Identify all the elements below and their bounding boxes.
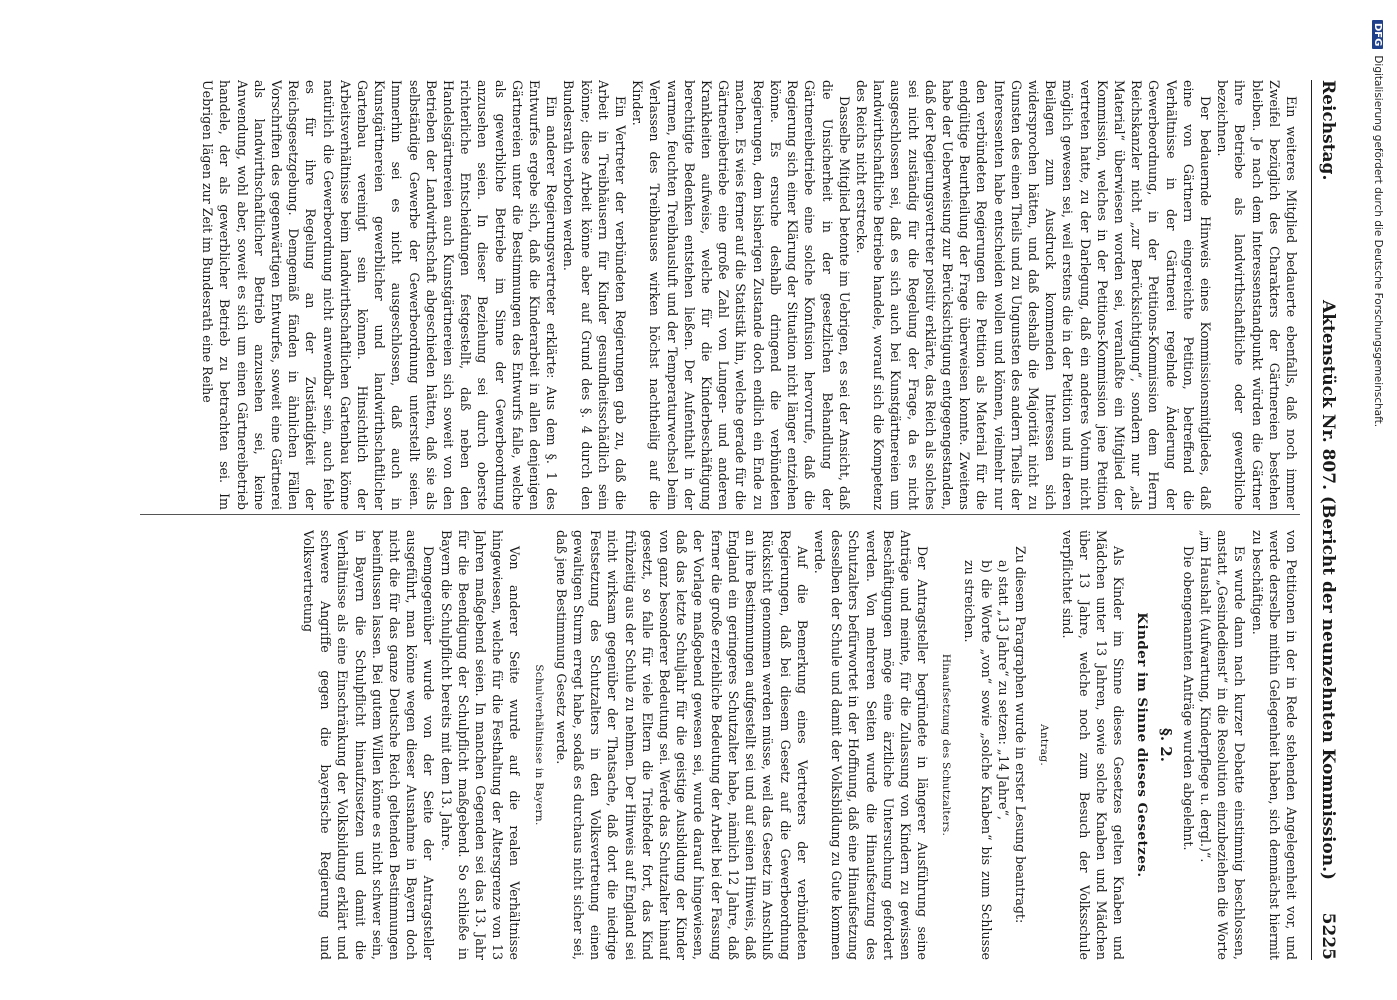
antrag-label: Antrag. xyxy=(1038,723,1051,766)
left-paragraph: Ein weiteres Mitglied bedauerte ebenfalls, daß noch immer Zweifel bezüglich des Charakters der Gärtnereien bestehen bleiben. Je nach dem Interessenstandpunkt würden die Gärtner ihre Betriebe als landwirthschaftliche oder gewerbliche bezeichnen. xyxy=(1215,80,1299,510)
page-header xyxy=(1310,40,1340,960)
left-paragraph: Ein anderer Regierungsvertreter erklärte: Aus dem §. 1 des Entwurfes ergebe sich, daß die Kinderarbeit in allen denjenigen Gärtnereien unter die Bestimmungen des Entwurfs falle, welche als gewerbliche Betriebe im Sinne der Gewerbeordnung anzusehen seien. In dieser Beziehung sei durch oberste richterliche Entscheidungen festgestellt, daß neben den Handelsgärtnereien auch Kunstgärtnereien sich soweit von den Betrieben der Landwirthschaft abgeschieden hätten, daß sie als selbständige Gewerbe der Gewerbeordnung unterstellt seien. Immerhin sei es nicht ausgeschlossen, daß auch in Kunstgärtnereien gewerblicher und landwirthschaftlicher Gartenbau vereinigt sein können. Hinsichtlich der Arbeitsverhältnisse beim landwirthschaftlichen Gartenbau könne natürlich die Gewerbeordnung nicht anwendbar sein, auch fehle es für ihre Regelung an der Zuständigkeit der Reichsgesetzgebung. Demgemäß fänden in ähnlichen Fällen Vorschriften des gegenwärtigen Entwurfes, soweit eine Gärtnerei als landwirthschaftlicher Betrieb anzusehen sei, keine Anwendung, wohl aber, soweit es sich um einen Gärtnereibetrieb handele, der als gewerblicher Betrieb zu betrachten sei. Im Uebrigen lägen zur Zeit im Bundesrath eine Reihe xyxy=(200,80,560,510)
subhead-bayern: Schulverhältnisse in Bayern. xyxy=(532,664,545,826)
antrag-item-a: a) statt „13 Jahre“ zu setzen: „14 Jahre“, xyxy=(995,560,1011,821)
right-paragraph: Der Antragsteller begründete in längerer Ausführung seine Anträge und meinte, für die Zulassung von Kindern zu gewissen Beschäftigungen möge eine ärztliche Untersuchung gefordert werden. Von mehreren Seiten wurde die Hinaufsetzung des Schutzalters befürwortet in der Hoffnung, daß eine Hinaufsetzung desselben der Schule und damit der Volksbildung zu Gute kommen werde. xyxy=(811,530,931,960)
column-divider xyxy=(140,514,1300,515)
header-title: Aktenstück Nr. 807. (Bericht der neunzehnten Kommission.) xyxy=(1318,300,1338,881)
credit-text: Digitalisierung gefördert durch die Deutsche Forschungsgemeinschaft. xyxy=(1372,55,1384,428)
right-column xyxy=(140,530,1300,960)
right-paragraph: Auf die Bemerkung eines Vertreters der verbündeten Regierungen, daß bei diesem Gesetz auf die Gewerbeordnung Rücksicht genommen werden müsse, weil das Gesetz im Anschluß an ihre Bestimmungen aufgestellt sei und auf seinen Hinweis, daß England ein geringeres Schutzalter habe, nämlich 12 Jahre, daß ferner die große erziehliche Bedeutung der Arbeit bei der Fassung der Vorlage maßgebend gewesen sei, wurde darauf hingewiesen, daß das letzte Schuljahr für die geistige Ausbildung der Kinder von ganz besonderer Bedeutung sei. Werde das Schutzalter hinauf gesetzt, so falle für viele Eltern die Triebfeder fort, das Kind frühzeitig aus der Schule zu nehmen. Der Hinweis auf England sei nicht wirksam gegenüber der Thatsache, daß dort die niedrige Festsetzung des Schutzalters in den Volksvertretung einen gewaltigen Sturm erregt habe, sodaß es durchaus nicht sicher sei, daß jene Bestimmung Gesetz werde. xyxy=(553,530,810,960)
header-left: Reichstag. xyxy=(1318,80,1338,181)
rotated-page xyxy=(100,40,1340,960)
antrag-item-b: b) die Worte „von“ sowie „solche Knaben“ bis zum Schlusse zu streichen. xyxy=(961,560,994,960)
section-text: Als Kinder im Sinne dieses Gesetzes gelten Knaben und Mädchen unter 13 Jahren, sowie solche Knaben und Mädchen über 13 Jahre, welche noch zum Besuch der Volksschule verpflichtet sind. xyxy=(1059,530,1127,960)
right-debate: Es wurde dann nach kurzer Debatte einstimmig beschlossen, anstatt „Gesindedienst“ in die Resolution einzubeziehen die Worte „im Haushalt (Aufwartung, Kinderpflege u. dergl.)“. xyxy=(1197,530,1248,960)
page-number: 5225 xyxy=(1318,912,1338,960)
right-rejected: Die obengenannten Anträge wurden abgelehnt. xyxy=(1180,546,1196,851)
dfg-logo: DFG xyxy=(1372,20,1383,49)
left-column xyxy=(140,80,1300,510)
right-paragraph: Demgegenüber wurde von der Seite der Antragsteller ausgeführt, man könne wegen dieser Ausnahme in Bayern doch nicht die für das ganze Deutsche Reich geltenden Bestimmungen beeinflussen lassen. Bei gutem Willen könne es nicht schwer sein, in Bayern die Schulpflicht hinaufzusetzen und damit die Verhältnisse als eine Einschränkung der Volksbildung erklärt und schwere Angriffe gegen die bayerische Regierung und Volksvertretung xyxy=(301,530,437,960)
left-paragraph: Ein Vertreter der verbündeten Regierungen gab zu, daß die Arbeit in Treibhäusern für Kinder gesundheitsschädlich sein könne; diese Arbeit könne aber auf Grund des §. 4 durch den Bundesrath verboten werden. xyxy=(561,80,629,510)
subhead-schutzalter: Hinaufsetzung des Schutzalters. xyxy=(940,653,953,837)
digitization-credit xyxy=(1370,20,1384,980)
right-paragraph: Von anderer Seite wurde auf die realen Verhältnisse hingewiesen, welche für die Festhaltung der Altersgrenze von 13 Jahren maßgebend seien. In manchen Gegenden sei das 13. Jahr für die Beendigung der Schulpflicht maßgebend. So schließe in Bayern die Schulpflicht bereits mit dem 13. Jahre. xyxy=(438,530,523,960)
left-paragraph: Der bedauernde Hinweis eines Kommissionsmitgliedes, daß eine von Gärtnern eingereichte Petition, betreffend die Verhältnisse in der Gärtnerei regelnde Änderung der Gewerbeordnung, in der Petitions-Kommission dem Herrn Reichskanzler nicht „zur Berücksichtigung“, sondern nur „als Material“ überwiesen worden sei, veranlaßte ein Mitglied der Kommission, welches in der Petitions-Kommission jene Petition vertreten hatte, zu der Darlegung, daß ein anderes Votum nicht möglich gewesen sei, weil erstens die in der Petition und in deren Beilagen zum Ausdruck kommenden Interessen sich widersprochen hätten, und daß deshalb die Majorität nicht zu Gunsten des einen Theils und zu Ungunsten des andern Theils der Interessenten habe entscheiden wollen und können, vielmehr nur den verbündeten Regierungen die Petition als Material für die endgültige Beurtheilung der Frage überweisen konnte. Zweitens habe der Ueberweisung zur Berücksichtigung entgegengestanden, daß der Regierungsvertreter positiv erklärte, das Reich als solches sei nicht zuständig für die Regelung der Frage, da es nicht ausgeschlossen sei, daß es sich auch bei Kunstgärtnereien um landwirthschaftliche Betriebe handele, worauf sich die Kompetenz des Reichs nicht erstrecke. xyxy=(853,80,1213,510)
section-title: Kinder im Sinne dieses Gesetzes. xyxy=(1134,612,1151,878)
header-rule xyxy=(1311,80,1312,960)
section-number: §. 2. xyxy=(1156,728,1175,762)
right-intro: von Petitionen in der in Rede stehenden Angelegenheit vor, und werde derselbe mithin Gelegenheit haben, sich demnächst hiermit zu beschäftigen. xyxy=(1249,530,1299,960)
antrag-intro: Zu diesem Paragraphen wurde in erster Lesung beantragt: xyxy=(1013,546,1029,924)
left-paragraph: Dasselbe Mitglied betonte im Uebrigen, es sei der Ansicht, daß die Unsicherheit in der gesetzlichen Behandlung der Gärtnereibetriebe eine solche Konfusion hervorrufe, daß die Regierung sich einer Klärung der Situation nicht länger entziehen könne. Es ersuche deshalb dringend die verbündeten Regierungen, dem bisherigen Zustande doch endlich ein Ende zu machen. Es wies ferner auf die Statistik hin, welche gerade für die Gärtnereibetriebe eine große Zahl von Lungen- und anderen Krankheiten aufweise, welche für die Kinderbeschäftigung berechtigte Bedenken entstehen ließen. Der Aufenthalt in der warmen, feuchten Treibhausluft und der Temperaturwechsel beim Verlassen des Treibhauses wirken höchst nachtheilig auf die Kinder. xyxy=(630,80,852,510)
